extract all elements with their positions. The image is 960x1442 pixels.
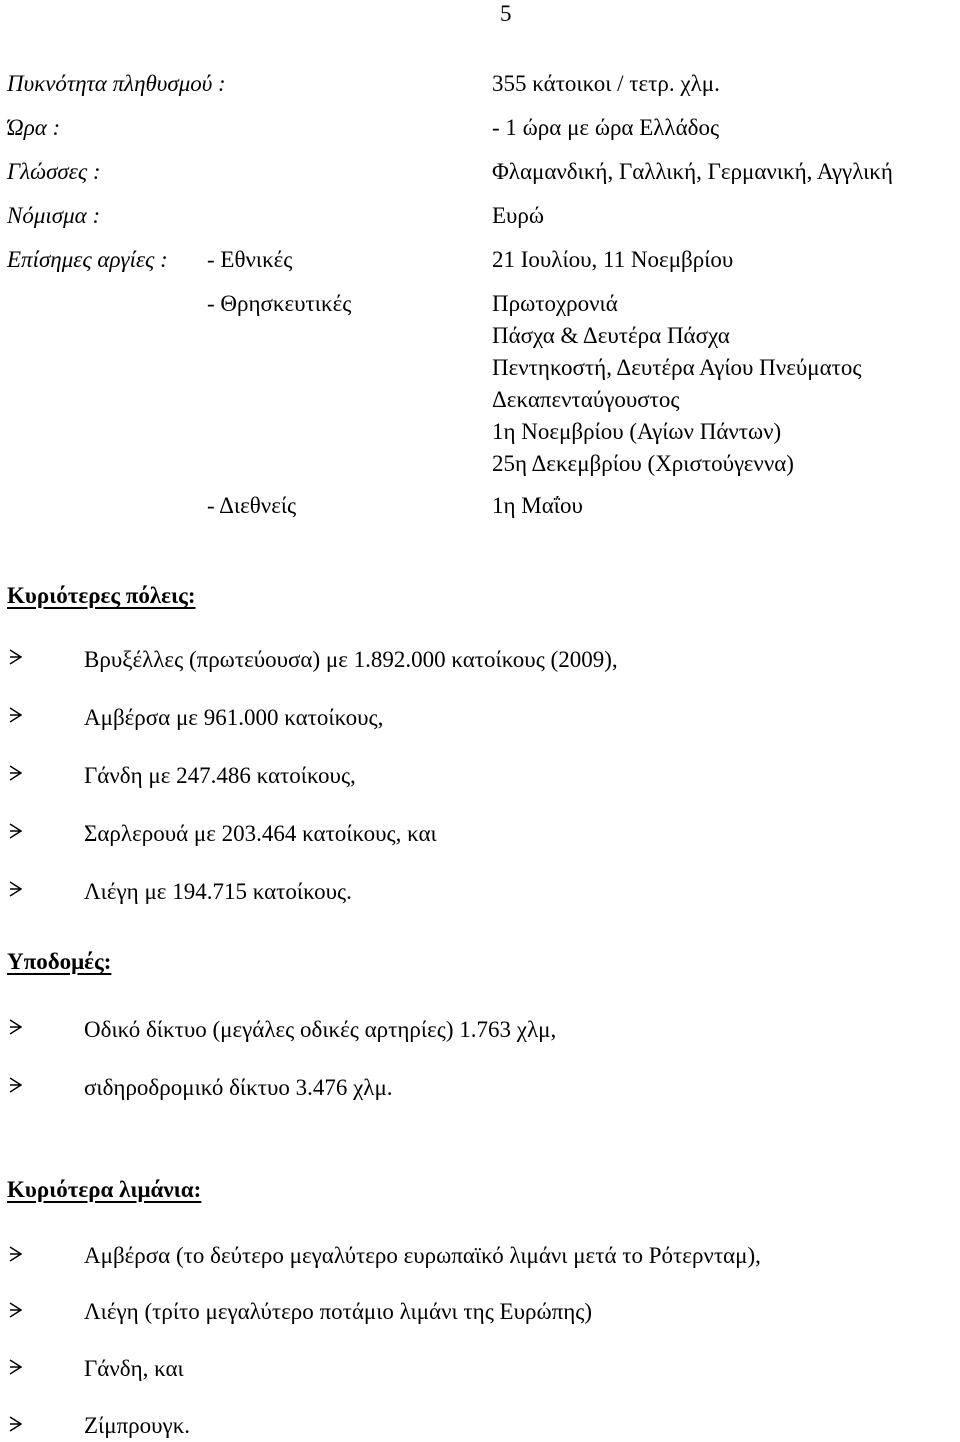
- religious-holiday: 1η Νοεμβρίου (Αγίων Πάντων): [492, 419, 782, 444]
- international-holidays-label: - Διεθνείς: [207, 493, 297, 518]
- bullet-arrow-icon: [9, 649, 22, 665]
- ports-heading: Κυριότερα λιμάνια:: [7, 1177, 202, 1202]
- holidays-label: Επίσημες αργίες :: [7, 247, 168, 272]
- port-item: Λιέγη (τρίτο μεγαλύτερο ποτάμιο λιμάνι της Ευρώπης): [84, 1299, 593, 1324]
- density-value: 355 κάτοικοι / τετρ. χλμ.: [492, 71, 720, 96]
- bullet-arrow-icon: [9, 881, 22, 897]
- port-item: Ζίμπρουγκ.: [84, 1413, 191, 1438]
- religious-holidays-label: - Θρησκευτικές: [207, 291, 352, 316]
- religious-holiday: Πρωτοχρονιά: [492, 291, 618, 316]
- bullet-arrow-icon: [9, 707, 22, 723]
- currency-value: Ευρώ: [492, 203, 545, 228]
- bullet-arrow-icon: [9, 1246, 22, 1262]
- time-value: - 1 ώρα με ώρα Ελλάδος: [492, 115, 720, 140]
- bullet-arrow-icon: [9, 1019, 22, 1035]
- religious-holiday: Πάσχα & Δευτέρα Πάσχα: [492, 323, 730, 348]
- infrastructure-item: Οδικό δίκτυο (μεγάλες οδικές αρτηρίες) 1.763 χλμ,: [84, 1017, 557, 1042]
- bullet-arrow-icon: [9, 1302, 22, 1318]
- currency-label: Νόμισμα :: [7, 203, 101, 228]
- city-item: Λιέγη με 194.715 κατοίκους.: [84, 879, 352, 904]
- infrastructure-item: σιδηροδρομικό δίκτυο 3.476 χλμ.: [84, 1075, 393, 1100]
- religious-holiday: Δεκαπενταύγουστος: [492, 387, 680, 412]
- bullet-arrow-icon: [9, 823, 22, 839]
- languages-label: Γλώσσες :: [7, 159, 101, 184]
- city-item: Σαρλερουά με 203.464 κατοίκους, και: [84, 821, 437, 846]
- languages-value: Φλαμανδική, Γαλλική, Γερμανική, Αγγλική: [492, 159, 893, 184]
- bullet-arrow-icon: [9, 765, 22, 781]
- religious-holiday: 25η Δεκεμβρίου (Χριστούγεννα): [492, 451, 794, 476]
- city-item: Βρυξέλλες (πρωτεύουσα) με 1.892.000 κατοίκους (2009),: [84, 647, 618, 672]
- religious-holiday: Πεντηκοστή, Δευτέρα Αγίου Πνεύματος: [492, 355, 862, 380]
- port-item: Γάνδη, και: [84, 1356, 184, 1381]
- cities-heading: Κυριότερες πόλεις:: [7, 583, 196, 608]
- city-item: Γάνδη με 247.486 κατοίκους,: [84, 763, 356, 788]
- port-item: Αμβέρσα (το δεύτερο μεγαλύτερο ευρωπαϊκό λιμάνι μετά το Ρότερνταμ),: [84, 1243, 761, 1268]
- national-holidays-label: - Εθνικές: [207, 247, 293, 272]
- bullet-arrow-icon: [9, 1359, 22, 1375]
- page-number: 5: [500, 1, 512, 26]
- density-label: Πυκνότητα πληθυσμού :: [7, 71, 226, 96]
- national-holidays-value: 21 Ιουλίου, 11 Νοεμβρίου: [492, 247, 734, 272]
- bullet-arrow-icon: [9, 1416, 22, 1432]
- city-item: Αμβέρσα με 961.000 κατοίκους,: [84, 705, 384, 730]
- international-holidays-value: 1η Μαΐου: [492, 493, 583, 518]
- bullet-arrow-icon: [9, 1077, 22, 1093]
- infrastructure-heading: Υποδομές:: [7, 949, 112, 974]
- time-label: Ώρα :: [7, 115, 61, 140]
